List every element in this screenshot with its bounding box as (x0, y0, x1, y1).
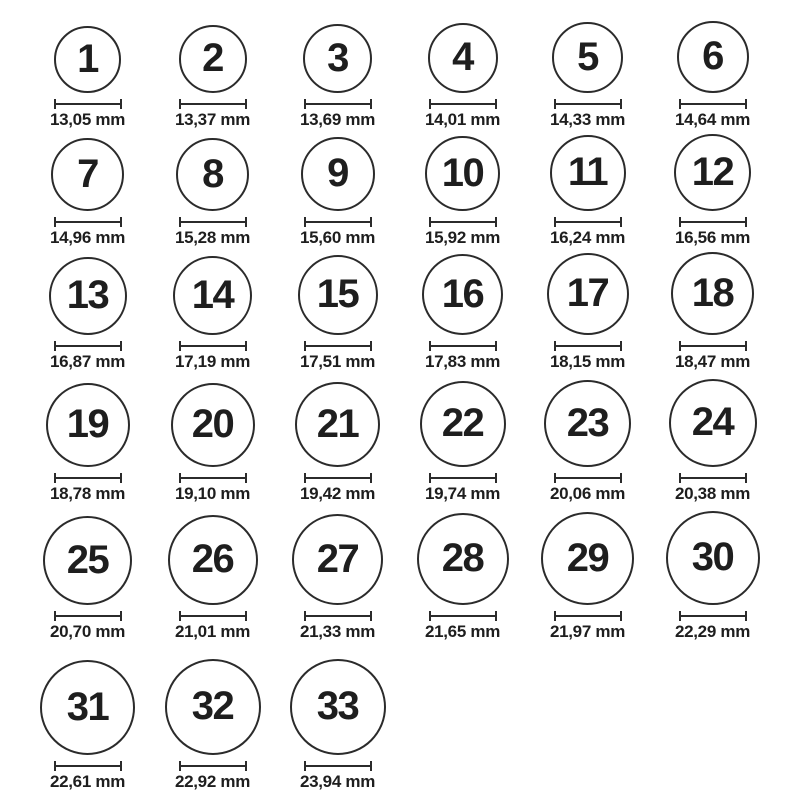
ring-size-number: 29 (566, 535, 609, 580)
diameter-measure-line (679, 99, 747, 109)
ring-circle (552, 22, 623, 93)
ring-size-item (400, 381, 525, 504)
ring-size-item (25, 138, 150, 248)
ring-circle (51, 138, 124, 211)
ring-size-number: 25 (66, 537, 109, 582)
diameter-label: 13,05 mm (49, 110, 126, 129)
diameter-measure-line (179, 761, 247, 771)
ring-size-number: 22 (441, 401, 484, 445)
diameter-label: 19,74 mm (424, 484, 501, 503)
diameter-measure-line (679, 473, 747, 483)
diameter-measure-line (554, 217, 622, 227)
ring-circle (669, 379, 757, 467)
diameter-label: 18,47 mm (674, 352, 751, 371)
diameter-measure-line (679, 611, 747, 621)
ring-size-number: 30 (691, 535, 734, 579)
ring-circle (43, 516, 132, 605)
ring-size-item (150, 256, 275, 372)
ring-size-number: 21 (316, 401, 359, 446)
ring-circle (165, 659, 261, 755)
ring-size-number: 10 (441, 150, 484, 195)
diameter-measure-line (304, 761, 372, 771)
diameter-measure-line (554, 99, 622, 109)
ring-size-item (25, 383, 150, 504)
ring-size-item (150, 659, 275, 792)
ring-size-item (525, 135, 650, 248)
diameter-label: 17,19 mm (174, 352, 251, 371)
ring-circle (179, 25, 247, 93)
ring-circle (54, 26, 121, 93)
ring-size-row (25, 130, 775, 248)
ring-size-item (275, 514, 400, 642)
diameter-label: 14,96 mm (49, 228, 126, 247)
ring-size-item (150, 138, 275, 248)
diameter-label: 14,33 mm (549, 110, 626, 129)
ring-circle (292, 514, 383, 605)
ring-circle (422, 254, 503, 335)
diameter-label: 22,61 mm (49, 772, 126, 791)
ring-circle (40, 660, 135, 755)
ring-size-number: 2 (202, 36, 223, 80)
ring-size-item (25, 516, 150, 642)
ring-size-number: 16 (441, 271, 484, 316)
ring-circle (301, 137, 375, 211)
ring-circle (547, 253, 629, 335)
ring-size-item (275, 382, 400, 504)
ring-size-number: 31 (66, 684, 109, 729)
ring-size-number: 6 (702, 34, 723, 78)
diameter-label: 21,33 mm (299, 622, 376, 641)
diameter-measure-line (179, 99, 247, 109)
ring-size-number: 27 (316, 536, 359, 581)
ring-circle (290, 659, 386, 755)
diameter-measure-line (679, 217, 747, 227)
diameter-label: 13,69 mm (299, 110, 376, 129)
ring-size-number: 11 (567, 150, 608, 194)
diameter-label: 22,29 mm (674, 622, 751, 641)
ring-size-number: 26 (191, 537, 234, 581)
ring-size-item (400, 254, 525, 372)
ring-circle (677, 21, 749, 93)
ring-circle (666, 511, 760, 605)
diameter-label: 20,06 mm (549, 484, 626, 503)
ring-size-number: 12 (691, 149, 734, 194)
diameter-measure-line (554, 473, 622, 483)
diameter-measure-line (179, 217, 247, 227)
ring-size-row (25, 372, 775, 504)
ring-size-number: 23 (566, 400, 609, 445)
diameter-label: 17,83 mm (424, 352, 501, 371)
diameter-label: 20,70 mm (49, 622, 126, 641)
ring-circle (171, 383, 255, 467)
diameter-label: 16,56 mm (674, 228, 751, 247)
ring-size-item (25, 660, 150, 792)
ring-circle (298, 255, 378, 335)
diameter-label: 16,87 mm (49, 352, 126, 371)
diameter-measure-line (429, 217, 497, 227)
diameter-measure-line (54, 99, 122, 109)
ring-circle (46, 383, 130, 467)
ring-circle (420, 381, 506, 467)
ring-size-row (25, 248, 775, 372)
ring-circle (425, 136, 500, 211)
ring-size-item (525, 253, 650, 372)
diameter-label: 19,42 mm (299, 484, 376, 503)
diameter-label: 14,64 mm (674, 110, 751, 129)
ring-size-number: 13 (66, 273, 109, 317)
ring-size-item (275, 255, 400, 372)
ring-size-row (25, 22, 775, 130)
ring-size-item (275, 24, 400, 130)
ring-size-number: 24 (691, 400, 734, 444)
ring-size-item (400, 136, 525, 248)
diameter-measure-line (429, 473, 497, 483)
ring-size-number: 3 (327, 35, 348, 80)
diameter-label: 21,65 mm (424, 622, 501, 641)
ring-circle (173, 256, 252, 335)
ring-size-item (650, 21, 775, 130)
diameter-measure-line (304, 341, 372, 351)
diameter-label: 23,94 mm (299, 772, 376, 791)
diameter-measure-line (304, 473, 372, 483)
ring-size-number: 33 (316, 684, 359, 728)
ring-circle (49, 257, 127, 335)
diameter-label: 21,01 mm (174, 622, 251, 641)
ring-size-item (25, 26, 150, 130)
ring-size-item (400, 23, 525, 130)
ring-size-row (25, 504, 775, 642)
ring-size-item (400, 513, 525, 642)
ring-circle (428, 23, 498, 93)
ring-size-row (25, 642, 775, 792)
ring-circle (295, 382, 380, 467)
ring-size-number: 20 (191, 402, 234, 446)
diameter-measure-line (54, 473, 122, 483)
ring-circle (168, 515, 258, 605)
diameter-measure-line (554, 611, 622, 621)
diameter-measure-line (304, 99, 372, 109)
ring-size-item (275, 659, 400, 792)
diameter-measure-line (429, 611, 497, 621)
diameter-measure-line (679, 341, 747, 351)
ring-size-number: 1 (77, 36, 98, 81)
ring-size-number: 9 (327, 151, 348, 195)
ring-size-item (275, 137, 400, 248)
diameter-label: 15,28 mm (174, 228, 251, 247)
ring-size-number: 19 (66, 402, 109, 446)
diameter-measure-line (179, 473, 247, 483)
ring-size-number: 32 (191, 684, 234, 728)
diameter-label: 15,60 mm (299, 228, 376, 247)
diameter-measure-line (429, 341, 497, 351)
diameter-measure-line (304, 611, 372, 621)
ring-size-item (650, 134, 775, 248)
ring-circle (417, 513, 509, 605)
ring-circle (303, 24, 372, 93)
diameter-measure-line (54, 611, 122, 621)
ring-circle (541, 512, 634, 605)
ring-circle (671, 252, 754, 335)
ring-size-item (650, 252, 775, 372)
ring-size-number: 4 (452, 35, 473, 79)
diameter-label: 22,92 mm (174, 772, 251, 791)
ring-size-item (525, 380, 650, 504)
ring-circle (544, 380, 631, 467)
ring-size-item (650, 511, 775, 642)
diameter-label: 20,38 mm (674, 484, 751, 503)
ring-size-item (650, 379, 775, 504)
diameter-label: 17,51 mm (299, 352, 376, 371)
ring-size-number: 18 (691, 270, 734, 315)
diameter-label: 16,24 mm (549, 228, 626, 247)
diameter-label: 18,15 mm (549, 352, 626, 371)
ring-size-item (150, 383, 275, 504)
diameter-measure-line (179, 341, 247, 351)
diameter-label: 15,92 mm (424, 228, 501, 247)
diameter-measure-line (54, 761, 122, 771)
diameter-measure-line (54, 217, 122, 227)
ring-size-number: 15 (316, 272, 359, 316)
ring-size-number: 7 (77, 151, 98, 196)
ring-size-number: 5 (577, 34, 598, 79)
diameter-measure-line (429, 99, 497, 109)
ring-size-item (25, 257, 150, 372)
ring-size-number: 17 (566, 271, 609, 315)
diameter-label: 18,78 mm (49, 484, 126, 503)
ring-circle (674, 134, 751, 211)
ring-size-item (525, 22, 650, 130)
ring-circle (550, 135, 626, 211)
diameter-label: 13,37 mm (174, 110, 251, 129)
diameter-measure-line (554, 341, 622, 351)
ring-size-number: 8 (202, 151, 223, 196)
diameter-label: 21,97 mm (549, 622, 626, 641)
diameter-measure-line (304, 217, 372, 227)
ring-size-item (150, 515, 275, 642)
ring-circle (176, 138, 249, 211)
ring-size-item (150, 25, 275, 130)
diameter-label: 19,10 mm (174, 484, 251, 503)
diameter-label: 14,01 mm (424, 110, 501, 129)
diameter-measure-line (179, 611, 247, 621)
ring-size-item (525, 512, 650, 642)
ring-size-number: 28 (441, 536, 484, 580)
ring-size-number: 14 (191, 272, 234, 317)
diameter-measure-line (54, 341, 122, 351)
